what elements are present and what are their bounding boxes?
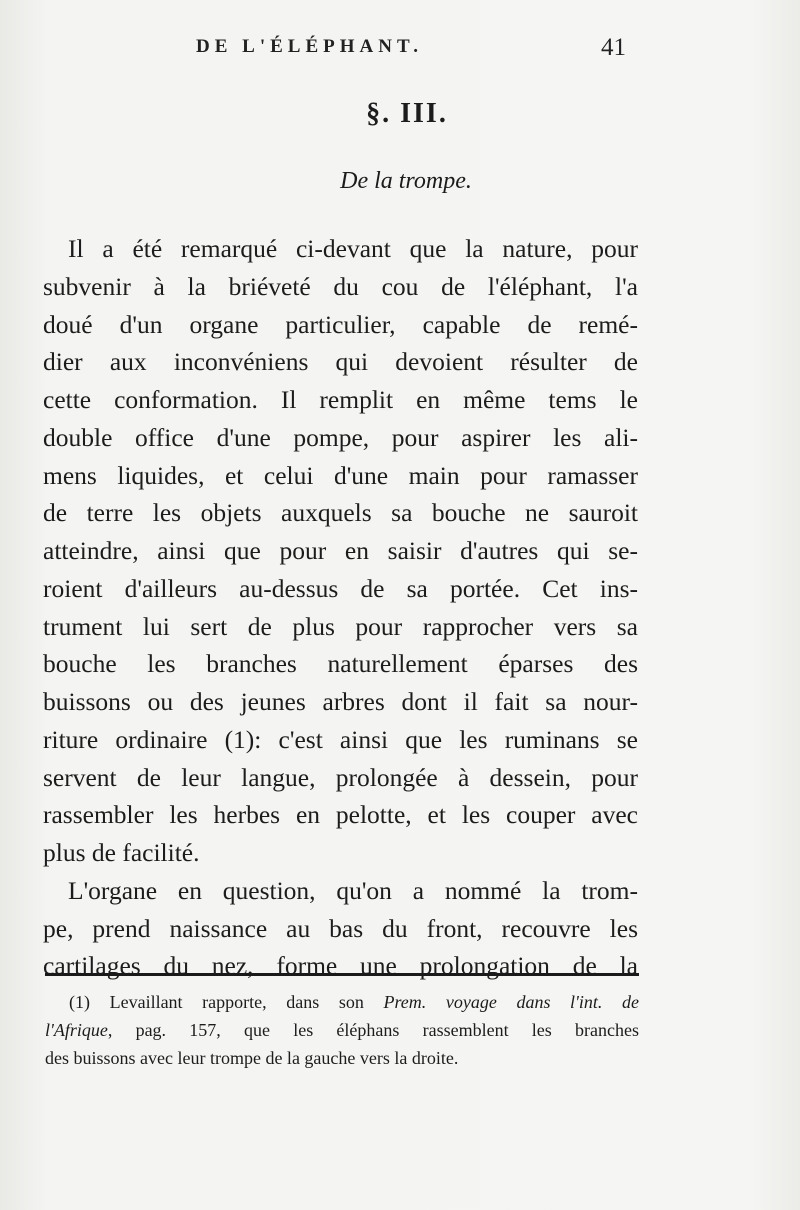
text-line: mens liquides, et celui d'une main pour ramasser xyxy=(43,460,638,490)
running-title: DE L'ÉLÉPHANT. xyxy=(196,36,423,57)
text-line: cartilages du nez, forme une prolongation de la xyxy=(43,951,638,981)
text-line: buissons ou des jeunes arbres dont il fait sa nour- xyxy=(43,687,638,716)
page-header xyxy=(0,34,800,64)
text-line: bouche les branches naturellement éparses des xyxy=(43,649,638,679)
footnote-rule xyxy=(45,973,639,976)
page-number: 41 xyxy=(601,34,626,61)
footnote-line xyxy=(45,988,639,1016)
text-line: riture ordinaire (1): c'est ainsi que les ruminans se xyxy=(43,724,638,754)
text-line: cette conformation. Il remplit en même tems le xyxy=(43,385,638,414)
footnote-title: l'Afrique xyxy=(45,1020,108,1040)
text-line: Il a été remarqué ci-devant que la nature, pour xyxy=(68,234,638,263)
footnote xyxy=(45,988,639,1072)
text-line: L'organe en question, qu'on a nommé la trom- xyxy=(68,875,638,905)
text-line: double office d'une pompe, pour aspirer les ali- xyxy=(43,422,638,452)
section-subtitle: De la trompe. xyxy=(340,168,472,194)
text-line: servent de leur langue, prolongée à dessein, pour xyxy=(43,762,638,792)
footnote-text: , pag. 157, que les éléphans rassemblent les branches xyxy=(107,1020,639,1040)
text-line: subvenir à la briéveté du cou de l'éléphant, l'a xyxy=(43,271,638,301)
footnote-line xyxy=(45,1016,639,1044)
text-line: pe, prend naissance au bas du front, recouvre les xyxy=(43,913,638,943)
footnote-line: des buissons avec leur trompe de la gauche vers la droite. xyxy=(45,1048,459,1068)
text-line: roient d'ailleurs au-dessus de sa portée. Cet ins- xyxy=(43,573,638,603)
section-heading: §. III. xyxy=(366,98,448,129)
text-line: doué d'un organe particulier, capable de remé- xyxy=(43,309,638,339)
text-line: dier aux inconvéniens qui devoient résulter de xyxy=(43,347,638,377)
text-line: rassembler les herbes en pelotte, et les couper avec xyxy=(43,800,638,830)
text-line: de terre les objets auxquels sa bouche ne sauroit xyxy=(43,498,638,528)
footnote-text: (1) Levaillant rapporte, dans son xyxy=(69,992,384,1012)
body-text xyxy=(43,230,638,985)
footnote-title: Prem. voyage dans l'int. de xyxy=(383,992,639,1012)
text-line: trument lui sert de plus pour rapprocher vers sa xyxy=(43,611,638,641)
text-line: atteindre, ainsi que pour en saisir d'autres qui se- xyxy=(43,536,638,565)
text-line: plus de facilité. xyxy=(43,838,200,867)
